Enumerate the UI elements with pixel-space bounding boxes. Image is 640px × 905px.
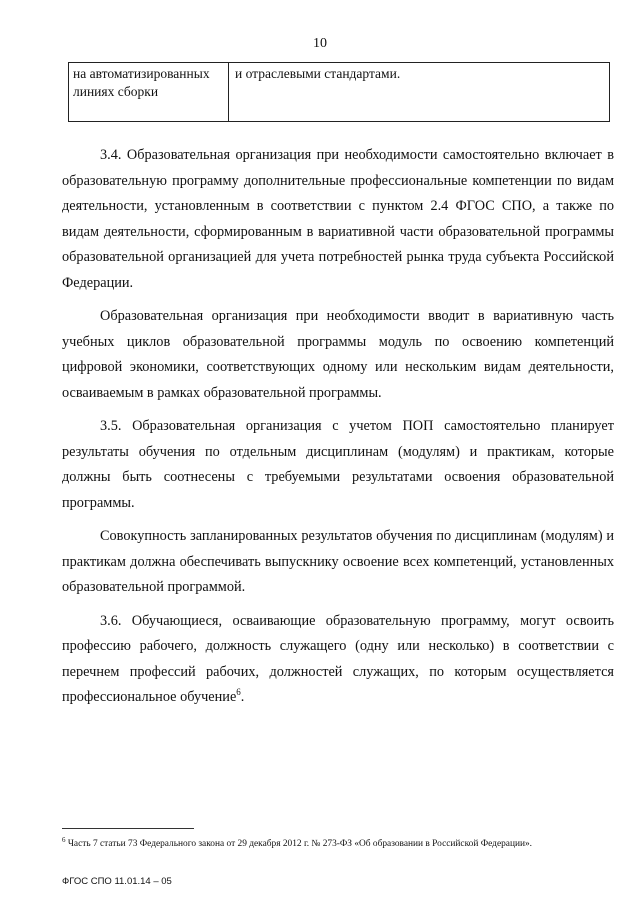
paragraph-learning-outcomes: Совокупность запланированных результатов обучения по дисциплинам (модулям) и практикам должна обеспечивать выпускнику освоение всех компетенций, установленных образовательной программой. [62, 528, 614, 595]
table-fragment [68, 62, 610, 122]
body-text [62, 143, 614, 719]
footnote [62, 834, 622, 851]
footnote-divider [62, 828, 194, 829]
footnote-reference: 6 [236, 687, 241, 698]
table-cell-left: на автоматизированных линиях сборки [69, 63, 229, 121]
paragraph-digital-module: Образовательная организация при необходимости вводит в вариативную часть учебных циклов образовательной программы модуль по освоению компетенций цифровой экономики, соответствующих одному или нескольким видам деятельности, осваиваемым в рамках образовательной программы. [62, 308, 614, 401]
page-number: 10 [313, 36, 327, 51]
document-code: ФГОС СПО 11.01.14 – 05 [62, 876, 172, 887]
paragraph-3-6-text: 3.6. Обучающиеся, осваивающие образовательную программу, могут освоить профессию рабочего, должность служащего (одну или несколько) в соответствии с перечнем профессий рабочих, должностей служащих, по которым осуществляется профессиональное обучение [62, 612, 614, 705]
paragraph-3-6-end: . [240, 689, 245, 705]
footnote-text: Часть 7 статьи 73 Федерального закона от 29 декабря 2012 г. № 273-ФЗ «Об образовании в Российской Федерации». [67, 839, 533, 850]
table-cell-right: и отраслевыми стандартами. [235, 66, 401, 81]
paragraph-3-6 [62, 609, 614, 711]
paragraph-3-5: 3.5. Образовательная организация с учетом ПОП самостоятельно планирует результаты обучения по отдельным дисциплинам (модулям) и практикам, которые должны быть соотнесены с требуемыми результатами освоения образовательной программы. [62, 418, 614, 511]
paragraph-3-4: 3.4. Образовательная организация при необходимости самостоятельно включает в образовательную программу дополнительные профессиональные компетенции по видам деятельности, установленным в соответствии с пунктом 2.4 ФГОС СПО, а также по видам деятельности, сформированным в вариативной части образовательной программы образовательной организацией для учета потребностей рынка труда субъекта Российской Федерации. [62, 147, 614, 291]
footnote-marker: 6 [62, 836, 66, 844]
